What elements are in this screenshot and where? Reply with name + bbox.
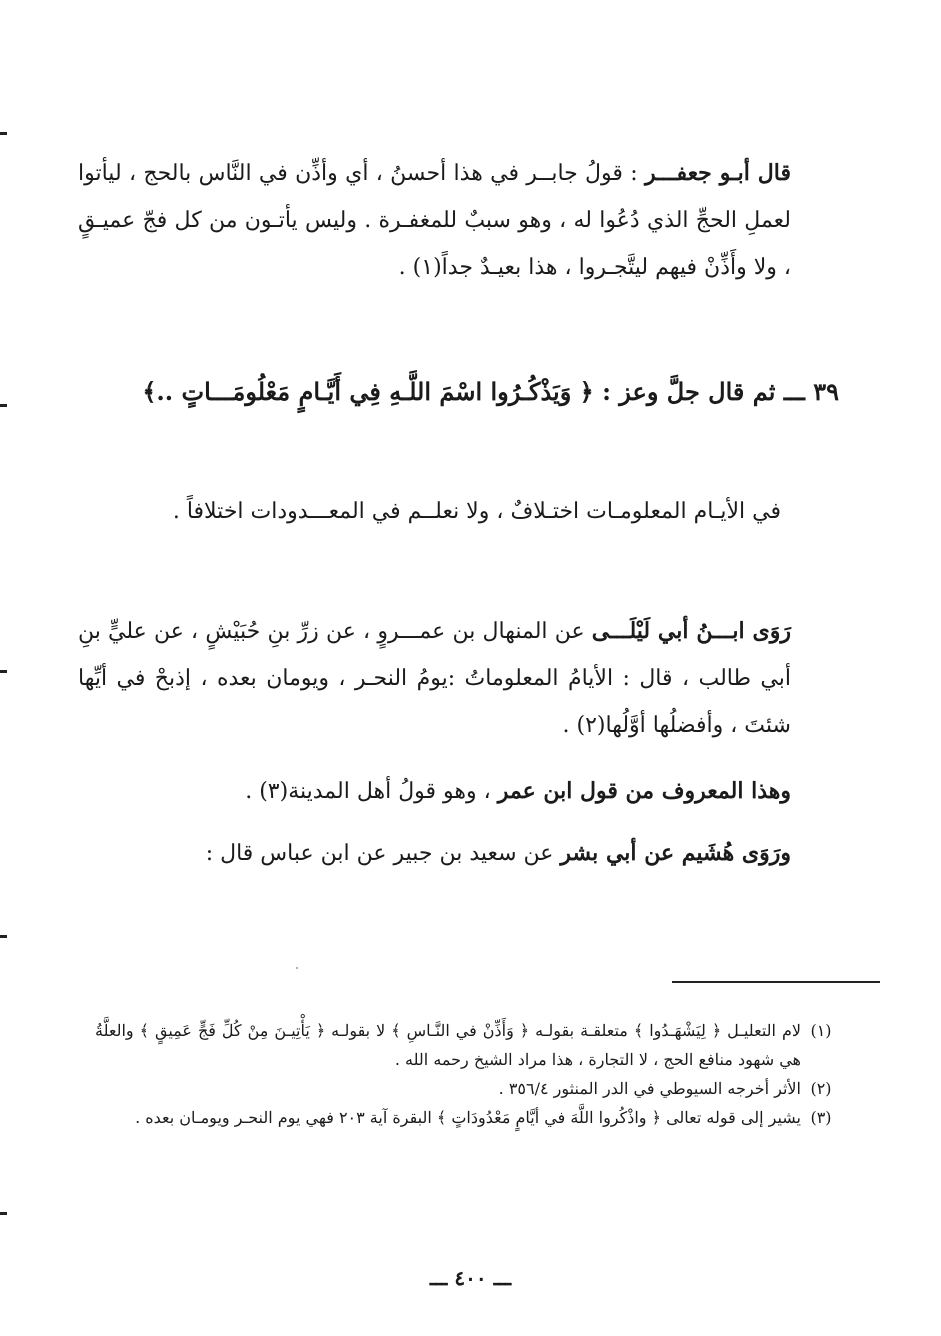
footnote-item bbox=[95, 1016, 841, 1074]
footnotes bbox=[95, 1016, 841, 1132]
section-number: ٣٩ ـــ bbox=[783, 377, 839, 406]
paragraph-text: عن سعيد بن جبير عن ابن عباس قال : bbox=[205, 841, 561, 866]
paragraph-text: ، وهو قولُ أهل المدينة(٣) . bbox=[245, 779, 498, 804]
footnote-divider bbox=[672, 981, 880, 983]
speaker-abu-jaafar: قال أبـو جعفـــر bbox=[644, 160, 791, 186]
paragraph-text: : قولُ جابــر في هذا أحسنُ ، أي وأذِّن في النَّاس بالحج ، ليأتوا لعملِ الحجِّ الذي دُعُوا له ، وهو سببٌ للمغفـرة . وليس يأتـون من كل فجّ عميـقٍ ، ولا وأَذِّنْ فيهم ليتَّجـروا ، هذا بعيـدٌ جداً(١) . bbox=[78, 161, 791, 280]
footnote-number: (٣) bbox=[810, 1108, 832, 1127]
paragraph-ibn-umar bbox=[78, 768, 791, 815]
paragraph-text: عن المنهال بن عمـــروٍ ، عن زرِّ بنِ حُبَيْشٍ ، عن عليٍّ بنِ أبي طالب ، قال : الأيامُ المعلوماتُ :يومُ النحـر ، ويومان بعده ، إذبحْ في أيِّها شئتَ ، وأفضلُها أوَّلُها(٢) . bbox=[78, 619, 792, 738]
paragraph-hushaym bbox=[78, 830, 791, 877]
footnote-number: (١) bbox=[810, 1021, 832, 1040]
footnote-item bbox=[95, 1103, 841, 1132]
paragraph-text: في الأيـام المعلومـات اختـلافٌ ، ولا نعلــم في المعـــدودات اختلافاً . bbox=[172, 499, 781, 524]
bold-lead-ibn-umar: وهذا المعروف من قول ابن عمر bbox=[497, 778, 791, 804]
paragraph-abu-jaafar bbox=[78, 150, 791, 291]
footnote-text: لام التعليـل ﴿ لِيَشْهَـدُوا ﴾ متعلقـة بقولـه ﴿ وَأَذِّنْ في النَّـاسِ ﴾ لا بقولـه ﴿ يَأْتِيـنَ مِنْ كُلِّ فَجٍّ عَمِيقٍ ﴾ والعلَّةُ هي شهود منافع الحج ، لا التجارة ، هذا مراد الشيخ رحمه الله . bbox=[95, 1021, 801, 1069]
page-number: ـــ ٤٠٠ ـــ bbox=[429, 1266, 512, 1290]
scan-speck bbox=[296, 967, 298, 969]
footnote-item bbox=[95, 1074, 841, 1103]
scan-edge-mark bbox=[0, 132, 7, 135]
scan-edge-mark bbox=[0, 404, 7, 407]
footnote-text: الأثر أخرجه السيوطي في الدر المنثور ٣٥٦/٤ . bbox=[498, 1079, 801, 1098]
scan-edge-mark bbox=[0, 1212, 7, 1215]
section-heading-text: ثم قال جلَّ وعز : ﴿ وَيَذْكُـرُوا اسْمَ اللَّـهِ فِي أَيَّـامٍ مَعْلُومَـــاتٍ ..﴾ bbox=[142, 377, 776, 406]
footnote-number: (٢) bbox=[810, 1079, 832, 1098]
section-heading-39 bbox=[78, 372, 839, 412]
scan-edge-mark bbox=[0, 670, 7, 673]
narrator-ibn-abi-layla: رَوَى ابـــنُ أبي لَيْلَـــى bbox=[591, 618, 791, 644]
narrator-hushaym: ورَوَى هُشَيم عن أبي بشر bbox=[560, 840, 791, 866]
scan-edge-mark bbox=[0, 935, 7, 938]
paragraph-ayyam-malumat bbox=[78, 488, 781, 535]
paragraph-ibn-abi-layla bbox=[78, 608, 791, 749]
footnote-text: يشير إلى قوله تعالى ﴿ واذْكُروا اللَّهَ في أيَّامٍ مَعْدُودَاتٍ ﴾ البقرة آية ٢٠٣ فهي يوم النحـر ويومـان بعده . bbox=[135, 1108, 801, 1127]
